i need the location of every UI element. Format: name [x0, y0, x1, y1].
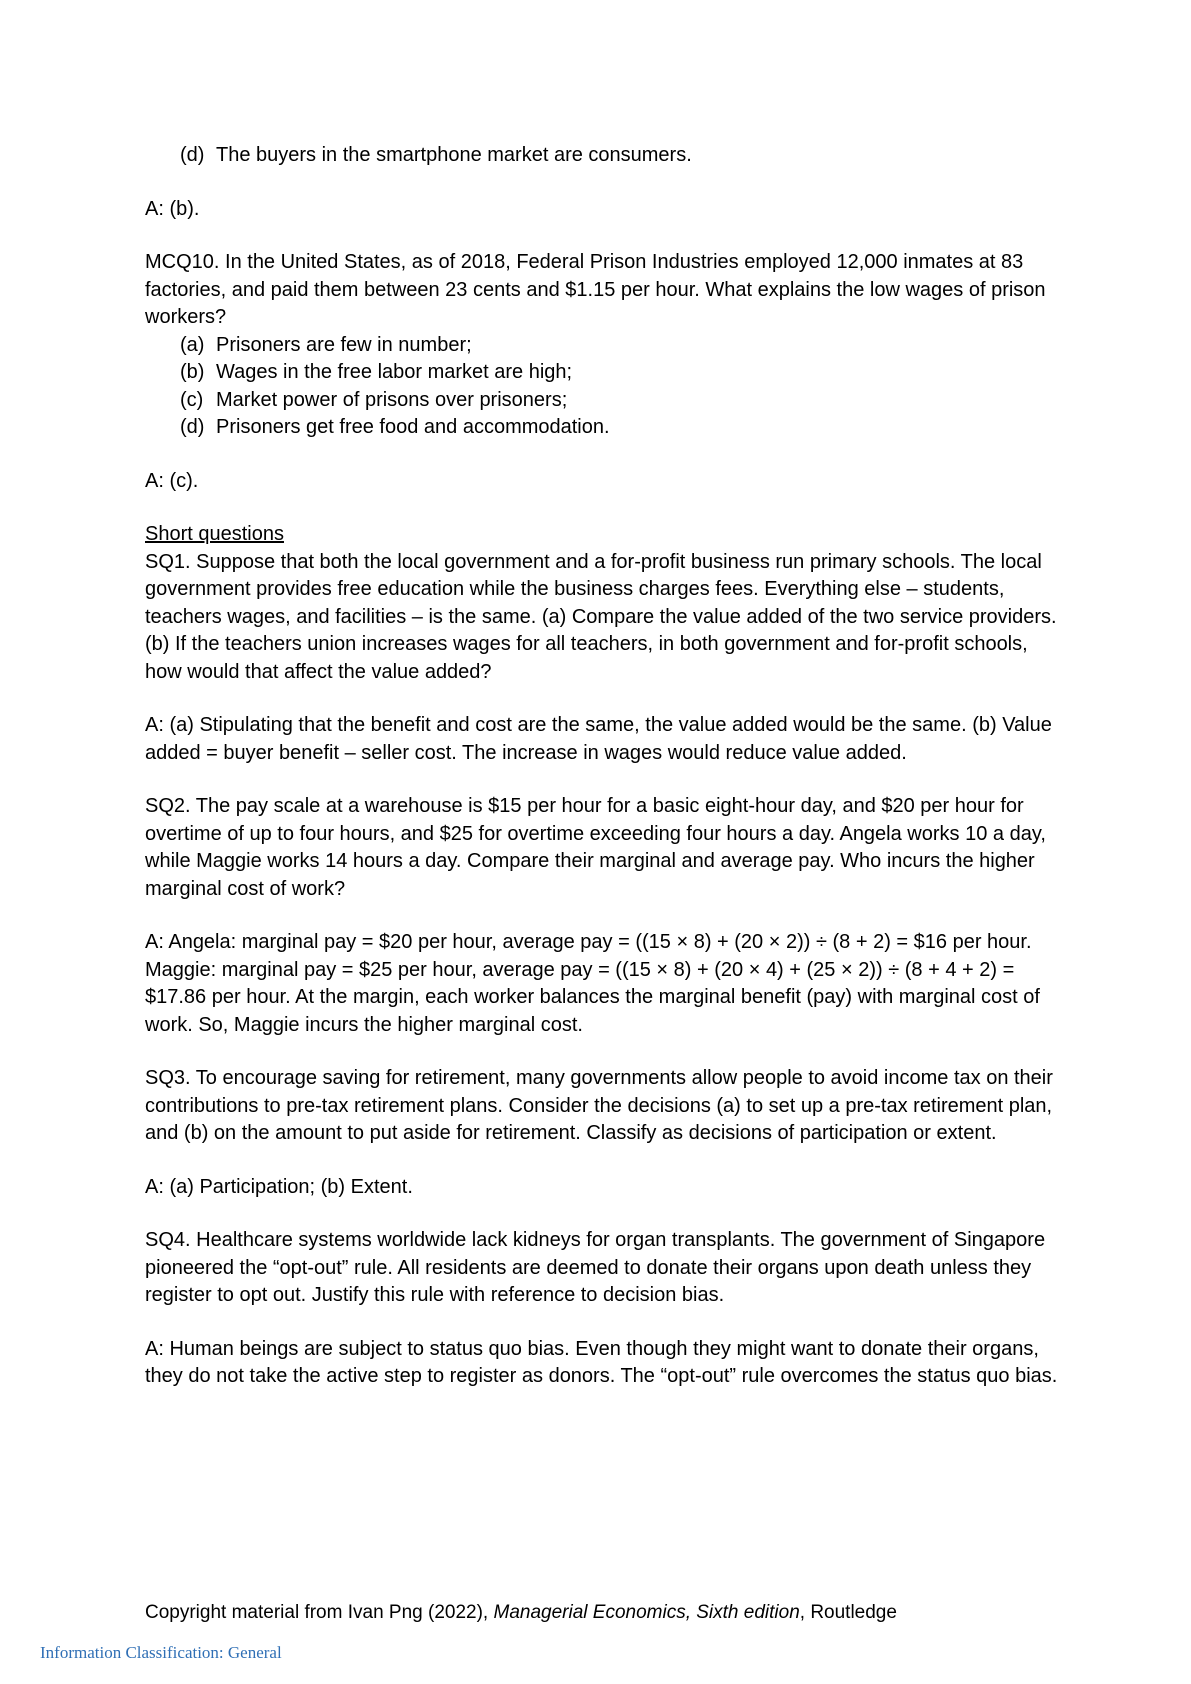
option-text: Wages in the free labor market are high; — [216, 361, 573, 383]
footer-suffix: , Routledge — [799, 1602, 897, 1623]
option-text: Market power of prisons over prisoners; — [216, 388, 568, 411]
mcq9-answer: A: (b). — [145, 197, 200, 220]
mcq10-option-d — [180, 414, 1065, 442]
mcq10-options — [145, 332, 1065, 442]
option-letter: (a) — [180, 333, 205, 356]
sq1-question: SQ1. Suppose that both the local government and a for-profit business run primary schools. The local government provides free education while the business charges fees. Everything else – students, teachers wages, and facilities – is the same. (a) Compare the value added of the two service providers. (b) If the teachers union increases wages for all teachers, in both government and for-profit schools, how would that affect the value added? — [145, 550, 1057, 683]
short-questions-heading: Short questions — [145, 523, 284, 545]
mcq10-option-a — [180, 332, 1065, 360]
copyright-footer — [145, 1601, 897, 1625]
sq3-answer: A: (a) Participation; (b) Extent. — [145, 1175, 413, 1198]
option-letter: (d) — [180, 144, 205, 166]
mcq10-option-c — [180, 387, 1065, 415]
mcq10-question: MCQ10. In the United States, as of 2018, Federal Prison Industries employed 12,000 inmates at 83 factories, and paid them between 23 cents and $1.15 per hour. What explains the low wages of prison workers? — [145, 251, 1046, 328]
option-text: The buyers in the smartphone market are consumers. — [216, 144, 692, 166]
classification-label: Information Classification: General — [40, 1643, 282, 1662]
document-body — [145, 142, 1065, 1391]
mcq10-option-b — [180, 359, 1065, 387]
option-letter: (b) — [180, 361, 205, 383]
footer-book-title: Managerial Economics, Sixth edition — [493, 1602, 800, 1623]
sq2-question: SQ2. The pay scale at a warehouse is $15 per hour for a basic eight-hour day, and $20 per hour for overtime of up to four hours, and $25 for overtime exceeding four hours a day. Angela works 10 a day, while Maggie works 14 hours a day. Compare their marginal and average pay. Who incurs the higher marginal cost of work? — [145, 795, 1046, 900]
option-text: Prisoners are few in number; — [216, 333, 472, 356]
option-letter: (d) — [180, 416, 205, 438]
mcq10-answer: A: (c). — [145, 469, 199, 492]
footer-prefix: Copyright material from Ivan Png (2022), — [145, 1602, 494, 1623]
mcq9-option-d — [145, 142, 1065, 170]
sq2-answer: A: Angela: marginal pay = $20 per hour, average pay = ((15 × 8) + (20 × 2)) ÷ (8 + 2) = $16 per hour. Maggie: marginal pay = $25 per hour, average pay = ((15 × 8) + (20 × 4) + (25 × 2)) ÷ (8 + 4 + 2) = $17.86 per hour. At the margin, each worker balances the marginal benefit (pay) with marginal cost of work. So, Maggie incurs the higher marginal cost. — [145, 931, 1040, 1036]
option-letter: (c) — [180, 388, 204, 411]
sq3-question: SQ3. To encourage saving for retirement, many governments allow people to avoid income tax on their contributions to pre-tax retirement plans. Consider the decisions (a) to set up a pre-tax retirement plan, and (b) on the amount to put aside for retirement. Classify as decisions of participation or extent. — [145, 1067, 1053, 1144]
sq4-answer: A: Human beings are subject to status quo bias. Even though they might want to donate their organs, they do not take the active step to register as donors. The “opt-out” rule overcomes the status quo bias. — [145, 1337, 1058, 1387]
sq1-answer: A: (a) Stipulating that the benefit and cost are the same, the value added would be the same. (b) Value added = buyer benefit – seller cost. The increase in wages would reduce value added. — [145, 714, 1052, 764]
option-text: Prisoners get free food and accommodation. — [216, 416, 610, 438]
sq4-question: SQ4. Healthcare systems worldwide lack kidneys for organ transplants. The government of Singapore pioneered the “opt-out” rule. All residents are deemed to donate their organs upon death unless they register to opt out. Justify this rule with reference to decision bias. — [145, 1229, 1046, 1306]
